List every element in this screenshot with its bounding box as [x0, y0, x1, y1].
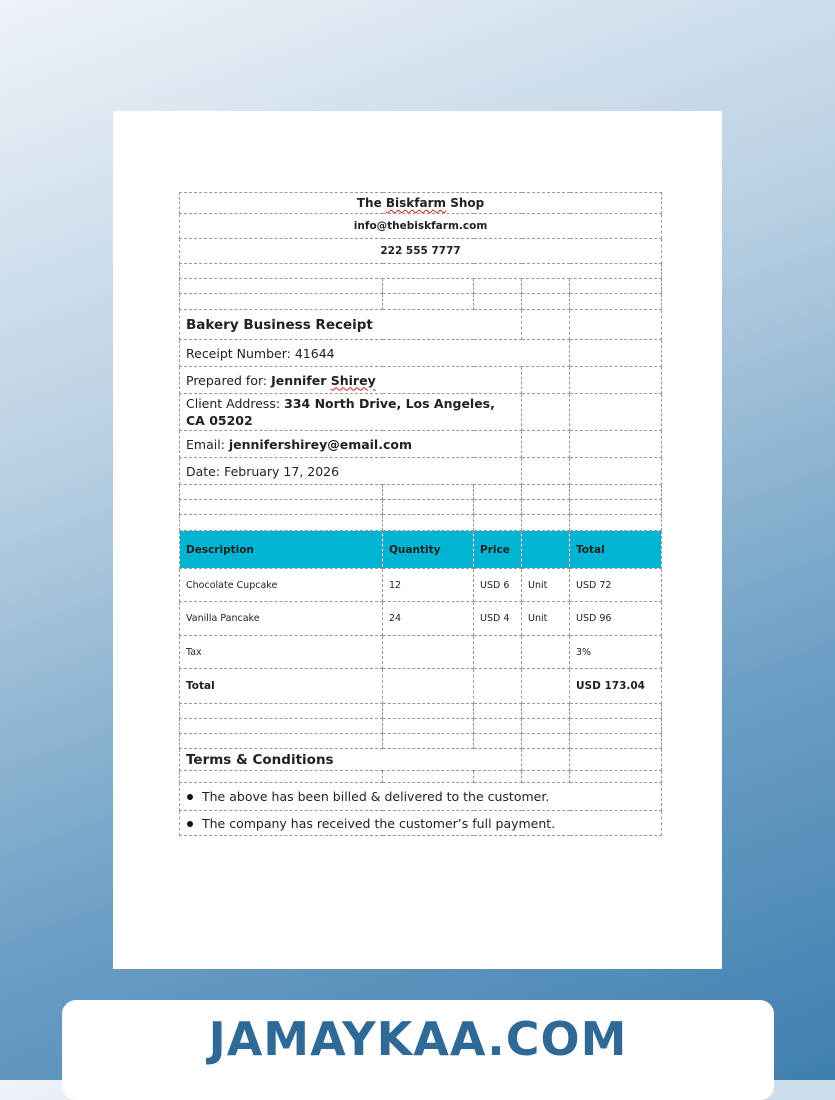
- shop-phone: 222 555 7777: [180, 239, 662, 264]
- bullet-icon: [187, 794, 193, 800]
- spacer-row: [180, 264, 662, 279]
- item-price: USD 6: [474, 569, 522, 602]
- item-quantity: 24: [383, 602, 474, 636]
- bullet-icon: [187, 821, 193, 827]
- grand-total-row: [180, 669, 662, 704]
- table-row: [180, 569, 662, 602]
- receipt-date: Date: February 17, 2026: [180, 458, 522, 485]
- grand-total-value: USD 173.04: [570, 669, 662, 704]
- item-description: Vanilla Pancake: [180, 602, 383, 636]
- item-total: USD 96: [570, 602, 662, 636]
- tax-label: Tax: [180, 636, 383, 669]
- client-email: Email: jennifershirey@email.com: [180, 431, 522, 458]
- receipt-number: Receipt Number: 41644: [180, 340, 570, 367]
- shop-email: info@thebiskfarm.com: [180, 214, 662, 239]
- header-quantity: Quantity: [383, 531, 474, 569]
- header-price: Price: [474, 531, 522, 569]
- shop-name: The Biskfarm Shop: [180, 193, 662, 214]
- item-description: Chocolate Cupcake: [180, 569, 383, 602]
- grand-total-label: Total: [180, 669, 383, 704]
- receipt-table: [179, 192, 662, 836]
- items-header-row: [180, 531, 662, 569]
- item-price: USD 4: [474, 602, 522, 636]
- table-row: [180, 602, 662, 636]
- terms-title: Terms & Conditions: [180, 749, 522, 771]
- item-total: USD 72: [570, 569, 662, 602]
- header-unit: [522, 531, 570, 569]
- header-total: Total: [570, 531, 662, 569]
- terms-item: The company has received the customer’s full payment.: [180, 811, 662, 836]
- prepared-for: Prepared for: Jennifer Shirey: [180, 367, 522, 394]
- item-unit: Unit: [522, 602, 570, 636]
- terms-item: The above has been billed & delivered to the customer.: [180, 783, 662, 811]
- tax-row: [180, 636, 662, 669]
- header-description: Description: [180, 531, 383, 569]
- client-address: Client Address: 334 North Drive, Los Angeles, CA 05202: [180, 394, 522, 431]
- footer-banner: [62, 1000, 774, 1100]
- receipt-page: [113, 111, 722, 969]
- tax-value: 3%: [570, 636, 662, 669]
- item-unit: Unit: [522, 569, 570, 602]
- item-quantity: 12: [383, 569, 474, 602]
- site-logo-text: JAMAYKAA.COM: [208, 1012, 628, 1066]
- receipt-title: Bakery Business Receipt: [180, 310, 522, 340]
